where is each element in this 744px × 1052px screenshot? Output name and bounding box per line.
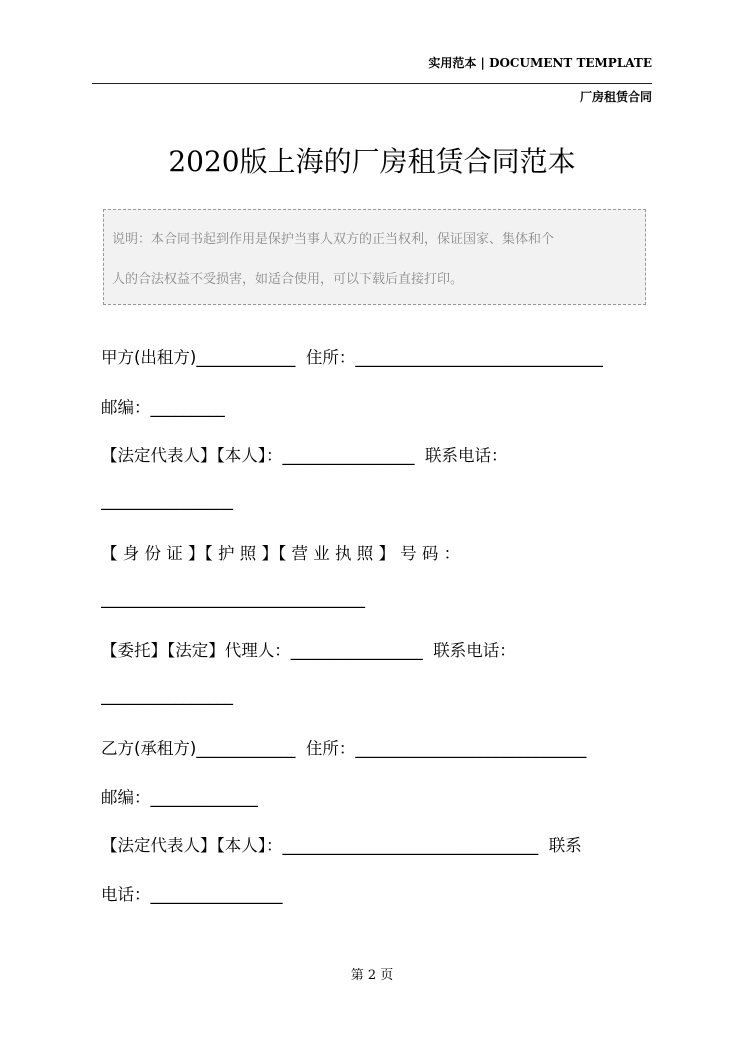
lessee-phone-line: 电话：________________: [101, 885, 283, 904]
lessor-id-line: 【 身 份 证 】【 护 照 】【 营 业 执 照 】 号 码 ：: [101, 544, 461, 563]
lessor-agent-phone-blank: ________________: [101, 686, 233, 705]
lessor-postcode-line: 邮编：_________: [101, 398, 225, 417]
notice-line-2: 人的合法权益不受损害，如适合使用，可以下载后直接打印。: [112, 272, 464, 287]
notice-line-1: 说明：本合同书起到作用是保护当事人双方的正当权利，保证国家、集体和个: [112, 232, 555, 247]
lessor-phone-blank: ________________: [101, 491, 233, 510]
lessor-representative-line: 【法定代表人】【本人】：________________ 联系电话：: [101, 446, 508, 465]
lessee-postcode-line: 邮编：_____________: [101, 788, 258, 807]
lessor-agent-line: 【委托】【法定】代理人：________________ 联系电话：: [101, 641, 516, 660]
lessee-line: 乙方(承租方)____________ 住所：____________________________: [101, 739, 587, 758]
header-brand: 实用范本 | DOCUMENT TEMPLATE: [428, 56, 652, 70]
page-number: 第 2 页: [350, 968, 394, 983]
header-doc-type: 厂房租赁合同: [579, 90, 652, 104]
lessor-line: 甲方(出租方)____________ 住所：______________________________: [101, 348, 603, 367]
notice-box: [103, 209, 646, 305]
header-divider: [92, 83, 652, 84]
lessee-representative-line: 【法定代表人】【本人】：_______________________________ 联系: [101, 836, 582, 855]
lessor-id-blank: ________________________________: [101, 589, 365, 608]
document-title: 2020版上海的厂房租赁合同范本: [168, 145, 576, 178]
